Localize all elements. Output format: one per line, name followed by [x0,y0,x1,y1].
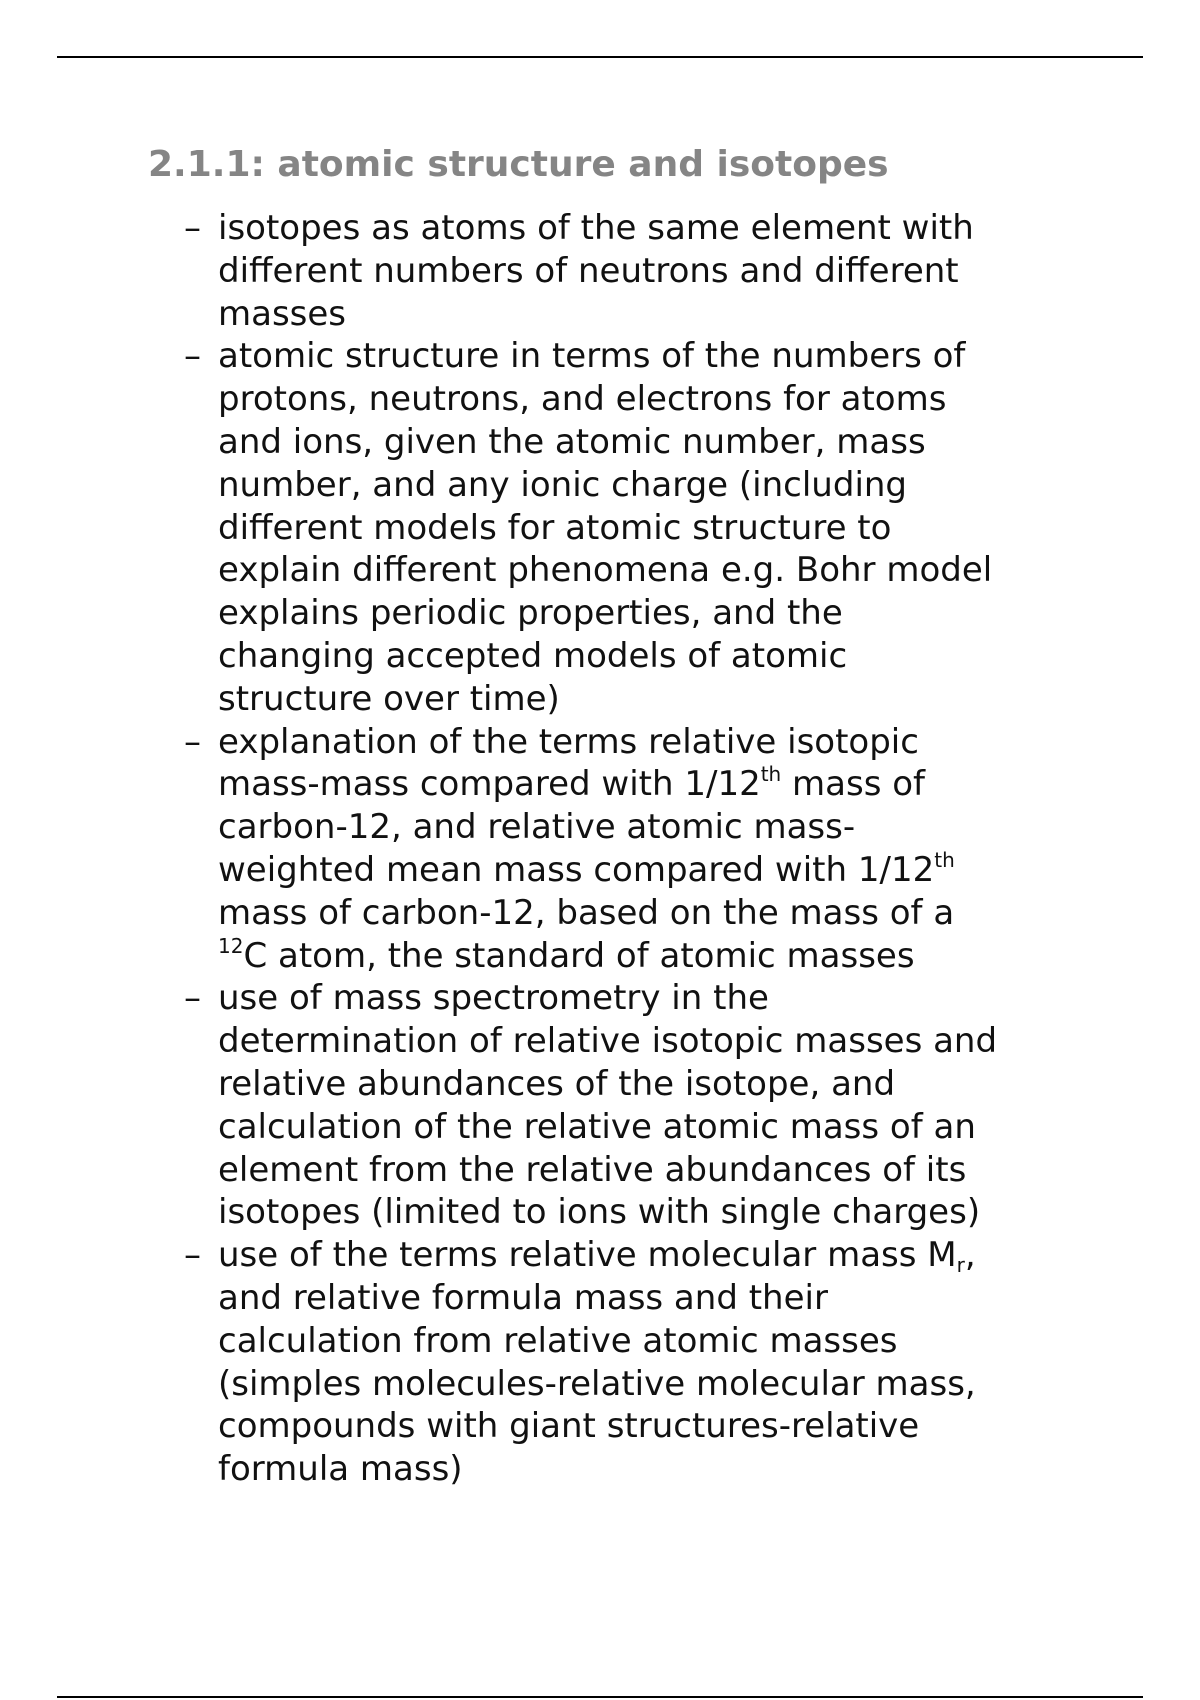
text-line: use of mass spectrometry in the [218,978,769,1019]
text-line [218,849,1084,892]
bullet-dash: – [184,978,201,1019]
text-line: and ions, given the atomic number, mass [218,421,926,462]
list-item-text [218,207,1084,335]
list-item-text [218,1234,1084,1491]
bullet-dash: – [184,1235,201,1276]
text-line: different numbers of neutrons and different [218,250,959,291]
bottom-rule [57,1696,1143,1698]
text-line: number, and any ionic charge (including [218,464,908,505]
list-item [184,977,1084,1234]
text-line: determination of relative isotopic masses and [218,1021,998,1062]
top-rule [57,56,1143,58]
text-line: calculation from relative atomic masses [218,1320,898,1361]
text-line: explanation of the terms relative isotopic [218,721,919,762]
list-item [184,1234,1084,1491]
list-item-text [218,721,1084,978]
text-line: carbon-12, and relative atomic mass- [218,807,856,848]
bullet-list [184,207,1084,1491]
text-line: atomic structure in terms of the numbers of [218,336,966,377]
text-run: mass-mass compared with 1/12 [218,764,761,805]
text-line: formula mass) [218,1449,463,1490]
text-line: element from the relative abundances of its [218,1149,967,1190]
text-line: explains periodic properties, and the [218,593,843,634]
text-line: explain different phenomena e.g. Bohr model [218,550,993,591]
text-line [218,1234,1084,1277]
list-item-text [218,335,1084,720]
text-line: protons, neutrons, and electrons for atoms [218,379,947,420]
text-run: weighted mean mass compared with 1/12 [218,849,935,890]
text-line: different models for atomic structure to [218,507,892,548]
text-line: isotopes as atoms of the same element with [218,208,974,248]
text-run: mass of [781,764,926,805]
text-line [218,935,1084,978]
text-line: relative abundances of the isotope, and [218,1063,896,1104]
text-line: masses [218,293,347,334]
subscript: r [956,1253,965,1278]
text-line: and relative formula mass and their [218,1277,828,1318]
text-line: calculation of the relative atomic mass of an [218,1106,976,1147]
section-heading: 2.1.1: atomic structure and isotopes [148,144,889,185]
superscript: th [760,762,782,787]
text-line: mass of carbon-12, based on the mass of a [218,892,955,933]
bullet-dash: – [184,208,201,248]
superscript: 12 [218,933,244,958]
list-item [184,207,1084,335]
superscript: th [934,847,955,872]
text-run: use of the terms relative molecular mass M [218,1235,957,1276]
text-line: structure over time) [218,678,560,719]
text-line: changing accepted models of atomic [218,635,848,676]
bullet-dash: – [184,336,201,377]
bullet-dash: – [184,721,201,762]
text-line: (simples molecules-relative molecular mass, [218,1363,976,1404]
list-item [184,335,1084,720]
list-item [184,721,1084,978]
text-line: isotopes (limited to ions with single charges) [218,1192,981,1233]
text-line [218,763,1084,806]
text-run: , [964,1235,976,1276]
text-run: C atom, the standard of atomic masses [243,935,915,976]
text-line: compounds with giant structures-relative [218,1406,920,1447]
list-item-text [218,977,1084,1234]
